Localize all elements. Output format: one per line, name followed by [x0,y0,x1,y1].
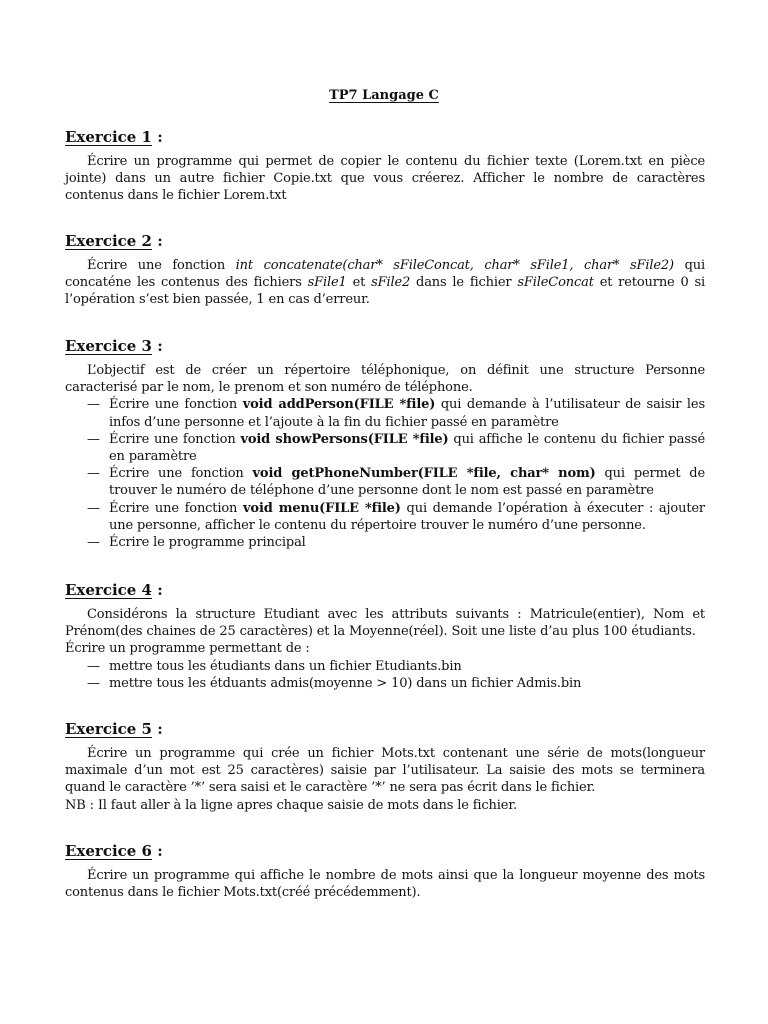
exercise-4-list [65,658,705,692]
exercise-4-heading-label: Exercice 4 [65,581,152,599]
exercise-5-heading-colon: : [157,720,163,738]
item-code: void menu(FILE *file) [243,500,401,516]
exercise-4 [65,580,705,692]
page-title-text: TP7 Langage C [329,88,439,103]
exercise-3-heading-label: Exercice 3 [65,337,152,355]
dash-marker: — [87,675,100,691]
exercise-5 [65,719,705,814]
exercise-3-intro: L’objectif est de créer un répertoire téléphonique, on définit une structure Personne caracterisé par le nom, le prenom et son numéro de téléphone. [65,363,705,396]
exercise-6 [65,841,705,901]
exercise-6-heading [65,841,705,861]
dash-marker: — [87,658,100,674]
item-code: void addPerson(FILE *file) [242,397,436,413]
item-text: mettre tous les étduants admis(moyenne > 10) dans un fichier Admis.bin [109,675,582,691]
item-text: qui affiche le contenu du fichier passé en paramètre [109,431,705,465]
exercise-3 [65,336,705,551]
item-code: void showPersons(FILE *file) [240,431,449,447]
item-text: Écrire une fonction [109,431,241,447]
exercise-2-heading-label: Exercice 2 [65,232,152,250]
item-text: qui permet de trouver le numéro de téléphone d’une personne dont le nom est passé en paramètre [109,466,706,499]
exercise-4-line2: Écrire un programme permettant de : [65,641,310,657]
item-text: Écrire le programme principal [109,535,306,551]
exercise-5-text: Écrire un programme qui crée un fichier Mots.txt contenant une série de mots(longueur maximale d’un mot est 25 caractères) saisie par l’utilisateur. La saisie des mots se terminera quand le caractère ’*’ sera saisi et le caractère ’*’ ne sera pas écrit dans le fichier. [65,746,705,796]
item-text: Écrire une fonction [109,500,244,516]
item-text: Écrire une fonction [109,397,243,413]
list-item [87,396,705,430]
exercise-6-heading-colon: : [157,842,163,860]
ex2-sfileconcat: sFileConcat [517,275,594,291]
exercise-4-heading [65,580,705,600]
page-title [0,88,768,104]
ex2-text-5: et retourne 0 si l’opération s’est bien passée, 1 en cas d’erreur. [65,275,705,308]
exercise-5-nb: NB : Il faut aller à la ligne apres chaque saisie de mots dans le fichier. [65,797,517,813]
dash-marker: — [87,431,100,447]
exercise-3-list [65,396,705,551]
item-text: qui demande à l’utilisateur de saisir les infos d’une personne et l’ajoute à la fin du fichier passé en paramètre [109,397,705,430]
list-item [87,431,705,465]
exercise-1-heading [65,127,705,147]
ex2-text-2: qui concaténe les contenus des fichiers [65,258,705,291]
exercise-1-text: Écrire un programme qui permet de copier le contenu du fichier texte (Lorem.txt en pièce jointe) dans un autre fichier Copie.txt que vous créerez. Afficher le nombre de caractères contenus dans le fichier Lorem.txt [65,154,705,204]
exercise-3-heading-colon: : [157,337,163,355]
exercise-1-heading-label: Exercice 1 [65,128,152,146]
dash-marker: — [87,397,100,413]
exercise-2-text [65,257,705,309]
list-item [87,658,705,675]
item-text: mettre tous les étudiants dans un fichier Etudiants.bin [109,658,462,674]
item-code: void getPhoneNumber(FILE *file, char* nom) [252,466,596,482]
exercise-4-heading-colon: : [157,581,163,599]
list-item [87,534,705,551]
ex2-text-4: dans le fichier [410,275,518,291]
ex2-sfile1: sFile1 [307,275,347,291]
exercise-4-intro: Considérons la structure Etudiant avec les attributs suivants : Matricule(entier), Nom et Prénom(des chaines de 25 caractères) et la Moyenne(réel). Soit une liste d’au plus 100 étudiants. [65,607,705,640]
list-item [87,675,705,692]
exercise-6-text: Écrire un programme qui affiche le nombre de mots ainsi que la longueur moyenne des mots contenus dans le fichier Mots.txt(créé précédemment). [65,868,705,901]
dash-marker: — [87,535,100,551]
exercise-2-heading [65,231,705,251]
exercise-5-heading-label: Exercice 5 [65,720,152,738]
dash-marker: — [87,500,100,516]
exercise-5-heading [65,719,705,739]
exercise-2-heading-colon: : [157,232,163,250]
exercise-1-heading-colon: : [157,128,163,146]
list-item [87,465,705,499]
exercise-1 [65,127,705,205]
ex2-text-1: Écrire une fonction [87,258,236,273]
ex2-function-signature: int concatenate(char* sFileConcat, char* sFile1, char* sFile2) [235,258,674,273]
item-text: qui demande l’opération à éxecuter : ajouter une personne, afficher le contenu du répertoire trouver le numéro d’une personne. [109,500,705,533]
exercise-3-heading [65,336,705,356]
item-text: Écrire une fonction [109,466,253,482]
exercise-6-heading-label: Exercice 6 [65,842,152,860]
exercise-2 [65,231,705,309]
dash-marker: — [87,466,100,482]
ex2-text-3: et [346,275,372,291]
ex2-sfile2: sFile2 [371,275,411,291]
list-item [87,500,705,534]
